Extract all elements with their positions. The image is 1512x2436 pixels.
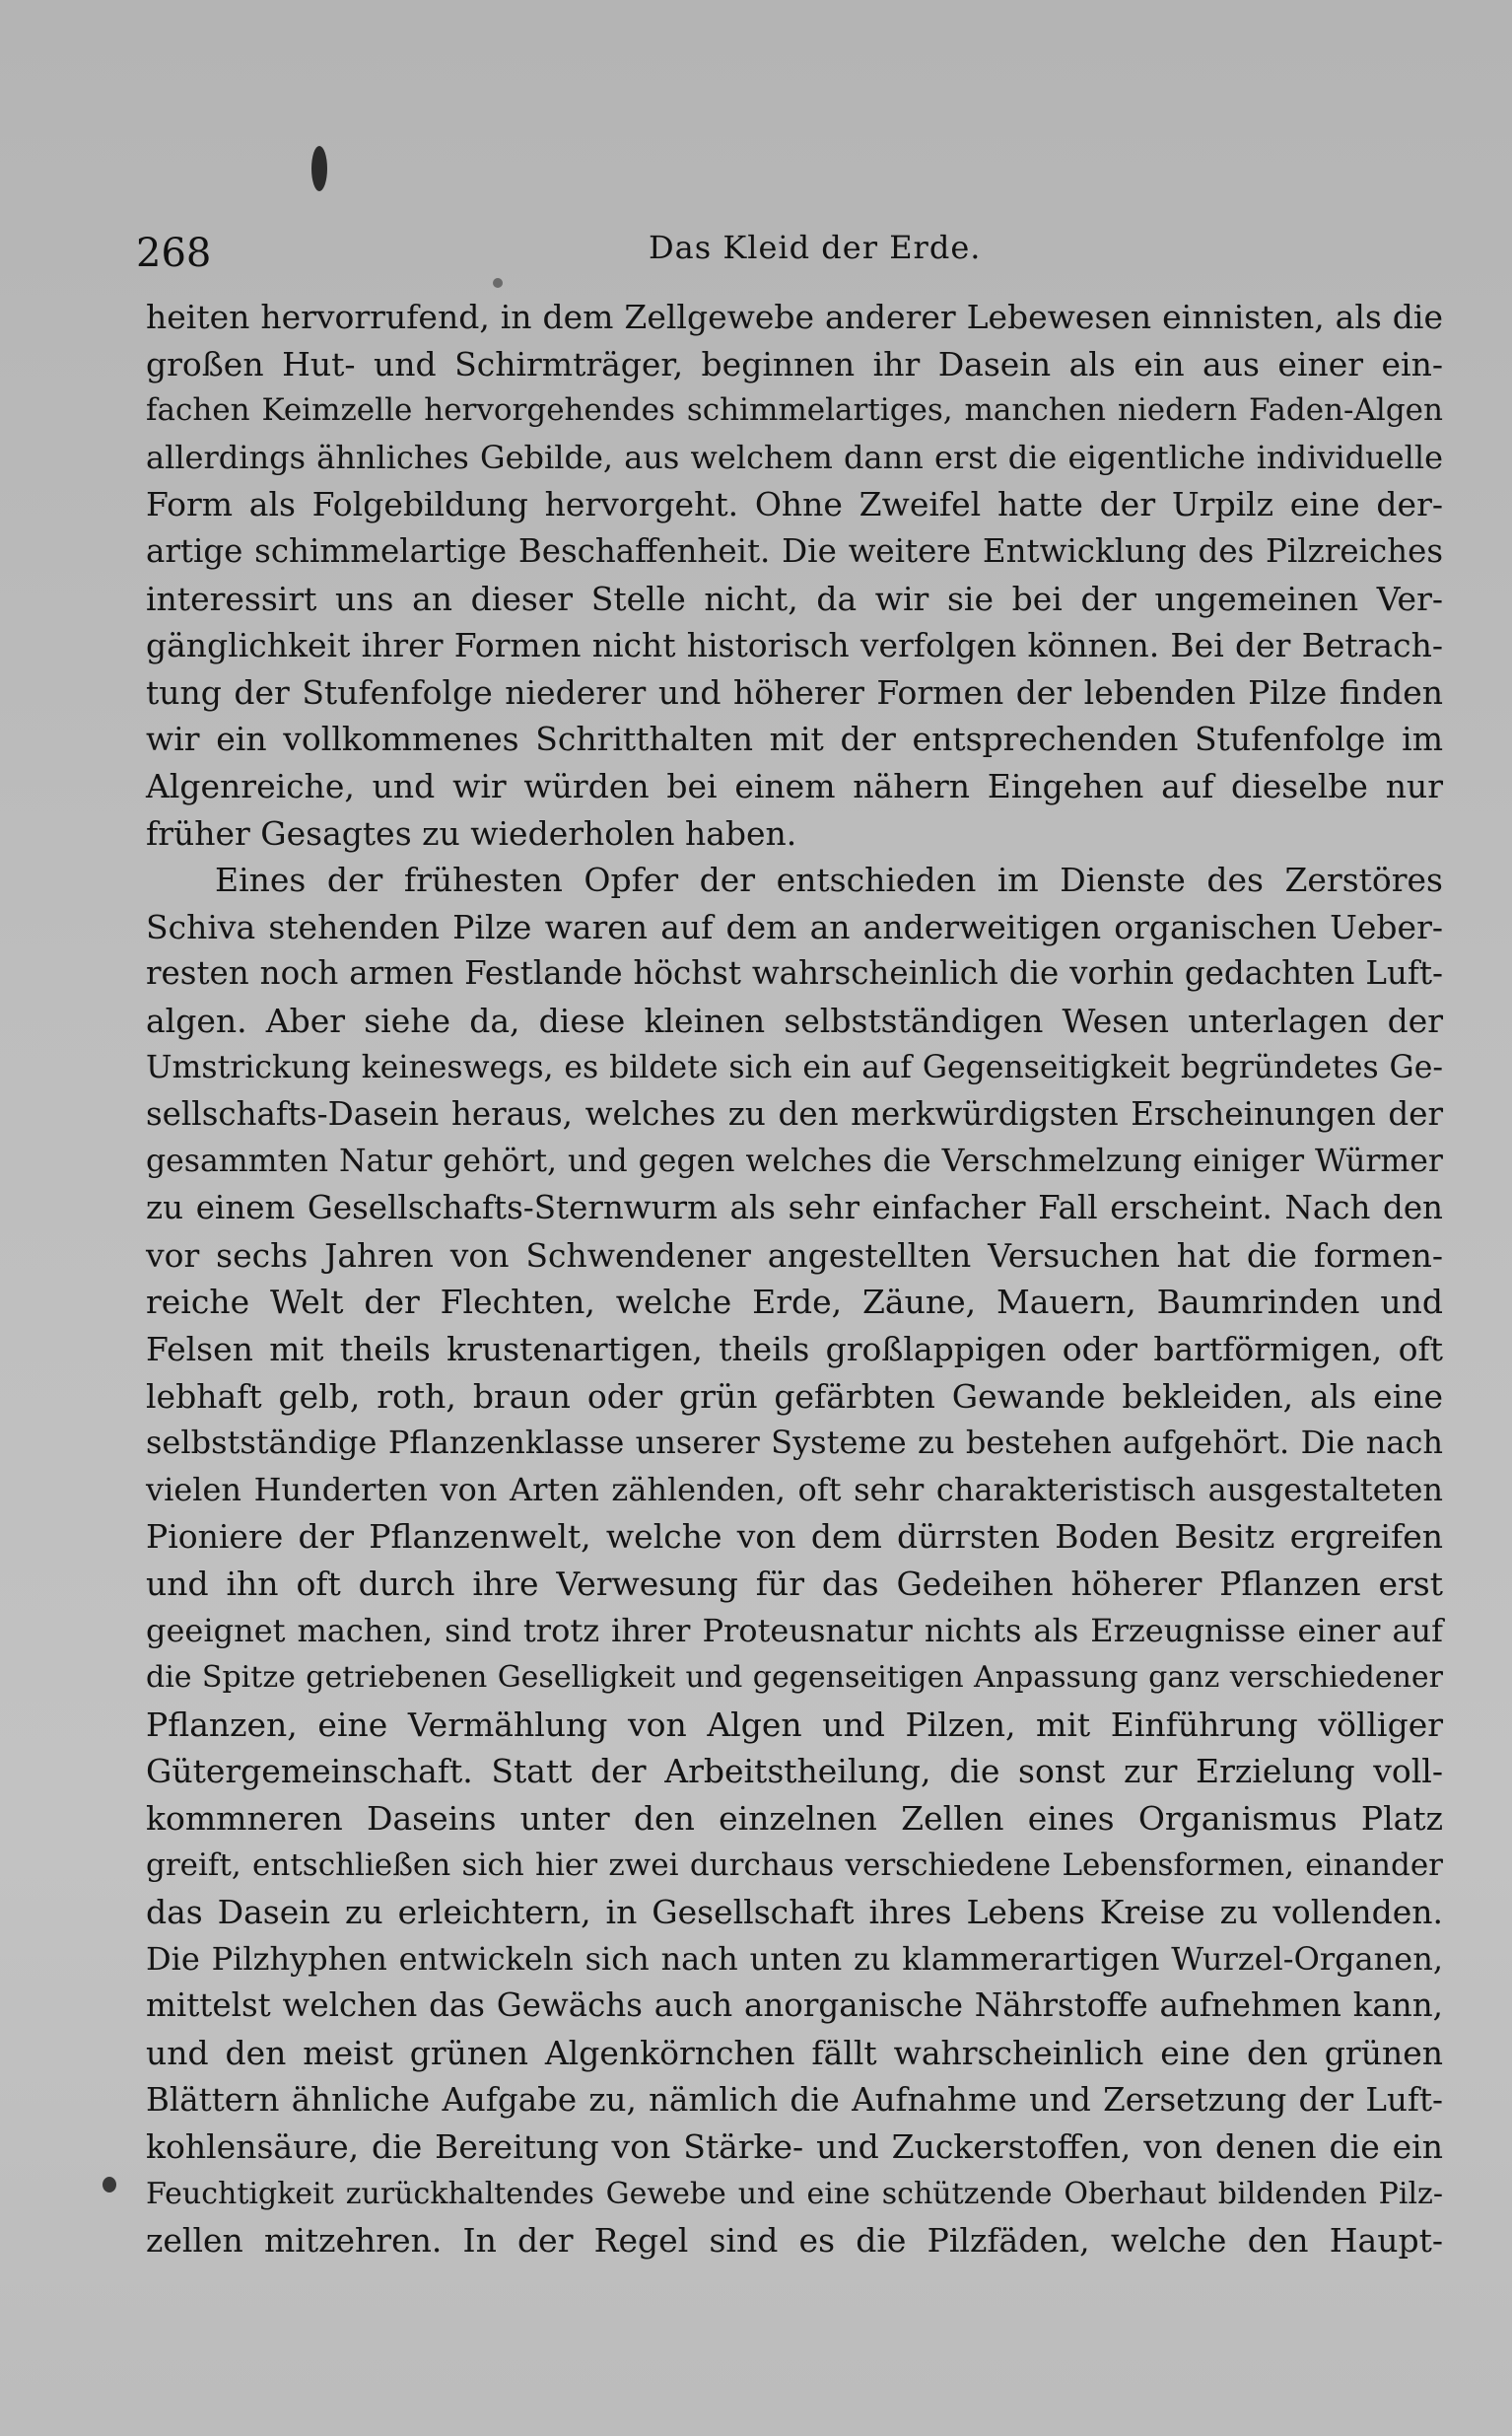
- ink-spot: [493, 278, 503, 288]
- text-line: Felsen mit theils krustenartigen, theils großlappigen oder bartförmigen, oft: [146, 1330, 1443, 1369]
- text-line: resten noch armen Festlande höchst wahrscheinlich die vorhin gedachten Luft-: [146, 954, 1443, 993]
- text-line: geeignet machen, sind trotz ihrer Proteusnatur nichts als Erzeugnisse einer auf: [146, 1611, 1443, 1649]
- body-text: [146, 294, 1443, 2358]
- text-line: Eines der frühesten Opfer der entschieden im Dienste des Zerstöres: [215, 861, 1443, 900]
- text-line: kohlensäure, die Bereitung von Stärke- und Zuckerstoffen, von denen die ein: [146, 2127, 1443, 2167]
- text-line: Pflanzen, eine Vermählung von Algen und Pilzen, mit Einführung völliger: [146, 1705, 1443, 1744]
- page-header: [136, 219, 1339, 278]
- page-number: 268: [136, 231, 212, 276]
- text-line: selbstständige Pflanzenklasse unserer Systeme zu bestehen aufgehört. Die nach: [146, 1424, 1443, 1462]
- text-line: und den meist grünen Algenkörnchen fällt wahrscheinlich eine den grünen: [146, 2033, 1443, 2072]
- text-line: zu einem Gesellschafts-Sternwurm als sehr einfacher Fall erscheint. Nach den: [146, 1189, 1443, 1227]
- text-line: [146, 2264, 1443, 2312]
- text-line: Pioniere der Pflanzenwelt, welche von dem dürrsten Boden Besitz ergreifen: [146, 1517, 1443, 1557]
- text-line: kommneren Daseins unter den einzelnen Zellen eines Organismus Platz: [146, 1799, 1443, 1838]
- text-line: mittelst welchen das Gewächs auch anorganische Nährstoffe aufnehmen kann,: [146, 1986, 1443, 2025]
- text-line: vielen Hunderten von Arten zählenden, oft sehr charakteristisch ausgestalteten: [146, 1470, 1443, 1508]
- text-line: Die Pilzhyphen entwickeln sich nach unten zu klammerartigen Wurzel-Organen,: [146, 1939, 1443, 1978]
- text-line: lebhaft gelb, roth, braun oder grün gefärbten Gewande bekleiden, als eine: [146, 1376, 1443, 1416]
- text-line: allerdings ähnliches Gebilde, aus welchem dann erst die eigentliche individuelle: [146, 438, 1443, 476]
- text-line: Form als Folgebildung hervorgeht. Ohne Zweifel hatte der Urpilz eine der-: [146, 485, 1443, 524]
- text-line: interessirt uns an dieser Stelle nicht, da wir sie bei der ungemeinen Ver-: [146, 579, 1443, 618]
- text-line: tung der Stufenfolge niederer und höherer Formen der lebenden Pilze finden: [146, 672, 1443, 712]
- text-line: Blättern ähnliche Aufgabe zu, nämlich die Aufnahme und Zersetzung der Luft-: [146, 2080, 1443, 2119]
- text-line: Algenreiche, und wir würden bei einem nähern Eingehen auf dieselbe nur: [146, 766, 1443, 805]
- text-line: Schiva stehenden Pilze waren auf dem an anderweitigen organischen Ueber-: [146, 907, 1443, 946]
- text-line: fachen Keimzelle hervorgehendes schimmelartiges, manchen niedern Faden-Algen: [146, 392, 1443, 429]
- text-line: zellen mitzehren. In der Regel sind es die Pilzfäden, welche den Haupt-: [146, 2221, 1443, 2261]
- running-title: Das Kleid der Erde.: [649, 229, 982, 266]
- text-line: algen. Aber siehe da, diese kleinen selbstständigen Wesen unterlagen der: [146, 1001, 1443, 1040]
- text-line: früher Gesagtes zu wiederholen haben.: [146, 813, 797, 853]
- text-line: reiche Welt der Flechten, welche Erde, Zäune, Mauern, Baumrinden und: [146, 1283, 1443, 1322]
- text-line: gesammten Natur gehört, und gegen welches die Verschmelzung einiger Würmer: [146, 1143, 1443, 1179]
- text-line: heiten hervorrufend, in dem Zellgewebe anderer Lebewesen einnisten, als die: [146, 298, 1443, 336]
- ink-spot: [103, 2177, 116, 2192]
- text-line: [146, 2312, 1443, 2359]
- text-line: das Dasein zu erleichtern, in Gesellschaft ihres Lebens Kreise zu vollenden.: [146, 1893, 1443, 1932]
- text-line: Umstrickung keineswegs, es bildete sich ein auf Gegenseitigkeit begründetes Ge-: [146, 1049, 1443, 1085]
- text-line: wir ein vollkommenes Schritthalten mit der entsprechenden Stufenfolge im: [146, 720, 1443, 759]
- text-line: Gütergemeinschaft. Statt der Arbeitstheilung, die sonst zur Erzielung voll-: [146, 1752, 1443, 1791]
- text-line: sellschafts-Dasein heraus, welches zu den merkwürdigsten Erscheinungen der: [146, 1095, 1443, 1134]
- text-line: großen Hut- und Schirmträger, beginnen ihr Dasein als ein aus einer ein-: [146, 344, 1443, 383]
- text-line: greift, entschließen sich hier zwei durchaus verschiedene Lebensformen, einander: [146, 1846, 1443, 1883]
- text-line: die Spitze getriebenen Geselligkeit und gegenseitigen Anpassung ganz verschiedener: [146, 1660, 1443, 1696]
- text-line: und ihn oft durch ihre Verwesung für das Gedeihen höherer Pflanzen erst: [146, 1565, 1443, 1604]
- text-line: vor sechs Jahren von Schwendener angestellten Versuchen hat die formen-: [146, 1235, 1443, 1275]
- text-line: Feuchtigkeit zurückhaltendes Gewebe und eine schützende Oberhaut bildenden Pilz-: [146, 2176, 1443, 2211]
- text-line: artige schimmelartige Beschaffenheit. Die weitere Entwicklung des Pilzreiches: [146, 531, 1443, 570]
- text-line: gänglichkeit ihrer Formen nicht historisch verfolgen können. Bei der Betrach-: [146, 626, 1443, 665]
- ink-spot: [311, 146, 327, 191]
